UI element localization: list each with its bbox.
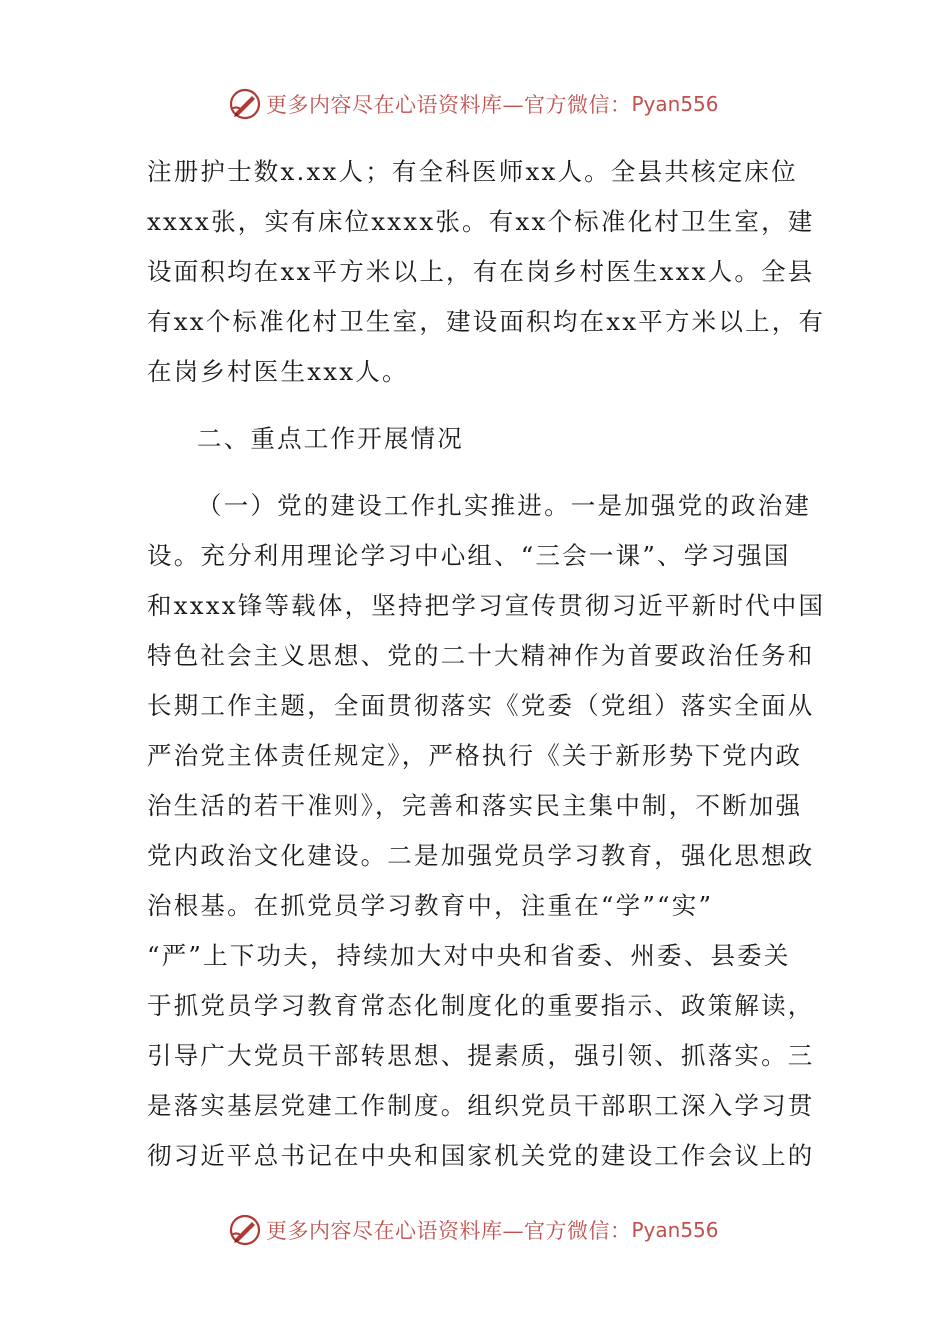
text-line: 治生活的若干准则》，完善和落实民主集中制，不断加强: [147, 791, 803, 820]
watermark-header: [228, 86, 719, 122]
section-heading: 二、重点工作开展情况: [197, 424, 464, 453]
text-line: 设面积均在xx平方米以上，有在岗乡村医生xxx人。全县: [147, 257, 815, 286]
text-line: 是落实基层党建工作制度。组织党员干部职工深入学习贯: [147, 1091, 815, 1120]
text-line: 严治党主体责任规定》，严格执行《关于新形势下党内政: [147, 741, 803, 770]
watermark-footer: [228, 1212, 719, 1248]
text-line: 于抓党员学习教育常态化制度化的重要指示、政策解读，: [147, 991, 815, 1020]
text-line: 设。充分利用理论学习中心组、“三会一课”、学习强国: [147, 541, 791, 570]
watermark-text: 更多内容尽在心语资料库—官方微信：: [266, 1219, 632, 1243]
text-line: 在岗乡村医生xxx人。: [147, 357, 409, 386]
pen-logo-icon: [228, 87, 262, 121]
text-line: 注册护士数x.xx人；有全科医师xx人。全县共核定床位: [147, 157, 798, 186]
paragraph-2: [147, 481, 826, 1181]
text-line: 治根基。在抓党员学习教育中，注重在“学”“实”: [147, 891, 714, 920]
text-line: 彻习近平总书记在中央和国家机关党的建设工作会议上的: [147, 1141, 815, 1170]
watermark-wechat-id: Pyan556: [631, 1218, 719, 1242]
text-line: 和xxxx锋等载体，坚持把学习宣传贯彻习近平新时代中国: [147, 591, 826, 620]
text-line: （一）党的建设工作扎实推进。一是加强党的政治建: [197, 491, 812, 520]
text-line: 党内政治文化建设。二是加强党员学习教育，强化思想政: [147, 841, 815, 870]
paragraph-1: [147, 147, 826, 397]
text-line: “严”上下功夫，持续加大对中央和省委、州委、县委关: [147, 941, 791, 970]
watermark-wechat-id: Pyan556: [631, 92, 719, 116]
text-line: 长期工作主题，全面贯彻落实《党委（党组）落实全面从: [147, 691, 815, 720]
text-line: 引导广大党员干部转思想、提素质，强引领、抓落实。三: [147, 1041, 815, 1070]
text-line: 有xx个标准化村卫生室，建设面积均在xx平方米以上，有: [147, 307, 826, 336]
text-line: xxxx张，实有床位xxxx张。有xx个标准化村卫生室，建: [147, 207, 815, 236]
text-line: 特色社会主义思想、党的二十大精神作为首要政治任务和: [147, 641, 815, 670]
watermark-text: 更多内容尽在心语资料库—官方微信：: [266, 93, 632, 117]
document-body: [147, 147, 826, 1181]
pen-logo-icon: [228, 1213, 262, 1247]
